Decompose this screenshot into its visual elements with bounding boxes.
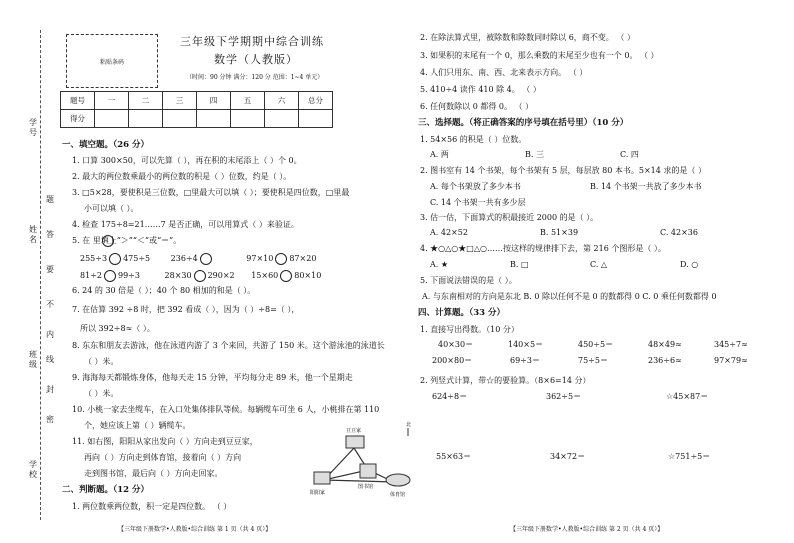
score-cell[interactable] xyxy=(265,110,299,128)
score-cell[interactable] xyxy=(129,110,163,128)
question: 1. 54×56 的积是（ ）位数。 xyxy=(420,135,527,144)
question: 1. 两位数乘两位数，积一定是四位数。 （ ） xyxy=(72,502,232,511)
question: 10. 小桃一家去坐缆车，在入口处集体排队等候。每辆缆车可坐 6 人，小桃排在第 110 xyxy=(72,405,380,414)
calc-item: 624÷8＝ xyxy=(432,392,468,401)
section-true-false: 二、判断题。（12 分） xyxy=(62,485,150,495)
question: 1. 直接写出得数。（10 分） xyxy=(420,325,519,334)
question: （ ）米。 xyxy=(84,389,119,398)
question: （ ）米。 xyxy=(84,357,119,366)
calc-item: ☆751÷5＝ xyxy=(668,452,711,461)
svg-text:阳阳家: 阳阳家 xyxy=(310,490,326,496)
score-header-cell: 五 xyxy=(231,92,265,110)
score-header-cell: 二 xyxy=(129,92,163,110)
option: B. 14 个书架一共放了多少本书 xyxy=(590,182,702,191)
class-label: 班级 xyxy=(29,350,37,369)
calc-item: ☆45×87＝ xyxy=(666,392,709,401)
calc-item: 345÷7≈ xyxy=(714,340,748,349)
question: 1. 口算 300×50，可以先算（ ），再在积的末尾添上（ ）个 0。 xyxy=(72,156,302,165)
question: 4. 人们只用东、南、西、北来表示方向。 （ ） xyxy=(420,68,588,77)
score-cell[interactable] xyxy=(299,110,333,128)
question: 5. 在 里填上“＞”“＜”或“＝”。 xyxy=(72,236,182,245)
question: 3. 估一估，下面算式的积最接近 2000 的是（ ）。 xyxy=(420,213,599,222)
question: 小可以填（ ）。 xyxy=(84,204,139,213)
score-header-cell: 总分 xyxy=(299,92,333,110)
binding-dashed-line xyxy=(40,30,41,520)
student-id-label: 学号 xyxy=(29,118,37,137)
question: 8. 东东和朋友去游泳，他在泳道内游了 3 个来回，共游了 150 米。这个游泳池的泳道长 xyxy=(72,341,385,350)
question: 6. 24 的 30 倍是（ ）；40 个 80 相加的和是（ ）。 xyxy=(72,286,256,295)
calc-item: 40×30＝ xyxy=(438,340,474,349)
question: 3. □5×28，要使积是三位数，□里最大可以填（ ）；要使积是四位数，□里最 xyxy=(72,188,350,197)
section-calculation: 四、计算题。（33 分） xyxy=(418,308,506,318)
page-footer: 【三年级下册数学•人教版•综合训练 第 1 页（共 4 页）】 xyxy=(118,526,272,533)
calc-item: 69÷3＝ xyxy=(510,356,540,365)
option: C. 四 xyxy=(620,150,639,159)
question: 3. 如果积的末尾有一个 0，那么乘数的末尾至少也有一个 0。 （ ） xyxy=(420,51,659,60)
cut-char: 密 xyxy=(46,415,54,424)
question: 2. 在除法算式里，被除数和除数同时除以 6，商不变。 （ ） xyxy=(420,33,635,42)
cut-char: 要 xyxy=(46,265,54,274)
question: 所以 392÷8≈（ ）。 xyxy=(80,324,155,333)
question: 2. 图书室有 14 个书架，每个书架有 5 层，每层放 80 本书。5×14 求的是（ ） xyxy=(420,166,706,175)
option: A. 与东南相对的方向是东北 B. 0 除以任何不是 0 的数都得 0 C. 0 乘任何数都得 0 xyxy=(422,292,717,301)
svg-text:体育馆: 体育馆 xyxy=(390,492,406,498)
direction-map xyxy=(306,418,416,498)
question: 2. 列竖式计算，带☆的要验算。（8×6=14 分） xyxy=(420,376,591,385)
exam-info: （时间：90 分钟 满分：120 分 范围：1~4 单元） xyxy=(186,74,324,81)
question: 走到图书馆，最后向（ ）方向走回家。 xyxy=(84,469,223,478)
score-cell[interactable] xyxy=(163,110,197,128)
circle-icon xyxy=(102,235,114,247)
question: 6. 任何数除以 0 都得 0。 （ ） xyxy=(420,102,534,111)
question: 再向（ ）方向走到体育馆，接着向（ ）方向 xyxy=(84,453,242,462)
question: 7. 在估算 392 ÷8 时，把 392 看成（ ），因为（ ）÷8=（ ）， xyxy=(72,305,300,314)
cut-char: 线 xyxy=(46,355,54,364)
score-cell[interactable] xyxy=(231,110,265,128)
svg-text:豆豆家: 豆豆家 xyxy=(346,428,362,434)
cut-char: 答 xyxy=(46,230,54,239)
exam-title: 三年级下学期期中综合训练 xyxy=(180,35,324,48)
exam-subject: 数学（人教版） xyxy=(214,53,298,66)
option: A. 两 xyxy=(430,150,449,159)
calc-item: 200×80＝ xyxy=(432,356,473,365)
option: A. ★ xyxy=(430,260,449,269)
school-label: 学校 xyxy=(29,460,37,479)
calc-item: 362÷5＝ xyxy=(546,392,582,401)
cut-char: 不 xyxy=(46,300,54,309)
score-table xyxy=(60,91,333,128)
option: B. □ xyxy=(510,260,529,269)
question: 9. 海海每天都锻炼身体，他每天走 15 分钟，平均每分走 89 米，他一个星期走 xyxy=(72,373,353,382)
option: C. △ xyxy=(590,260,608,269)
compare-row: 255÷3 475÷5 236÷4 97×10 87×20 xyxy=(80,254,317,263)
calc-item: 140×5＝ xyxy=(508,340,544,349)
score-header-cell: 三 xyxy=(163,92,197,110)
question: 5. 410÷4 读作 410 除 4。 （ ） xyxy=(420,85,541,94)
calc-item: 75÷5＝ xyxy=(578,356,608,365)
calc-item: 55×63＝ xyxy=(436,452,472,461)
question: 5. 下面说法错误的是（ ）。 xyxy=(420,276,517,285)
question: 2. 最大的两位数乘最小的两位数的积是（ ）位数，约是（ ）。 xyxy=(72,172,292,181)
calc-item: 450÷5＝ xyxy=(578,340,614,349)
score-row-label: 得分 xyxy=(61,110,95,128)
compare-row: 81÷2 99÷3 28×30 290×2 15×60 80×10 xyxy=(80,271,322,280)
score-header-cell: 题号 xyxy=(61,92,95,110)
calc-item: 236÷6≈ xyxy=(648,356,682,365)
section-multiple-choice: 三、选择题。（将正确答案的序号填在括号里）（10 分） xyxy=(418,118,629,128)
calc-item: 34×72＝ xyxy=(550,452,586,461)
option: A. 42×52 xyxy=(430,228,468,237)
barcode-sticker-box: 粘贴条码 xyxy=(66,34,158,88)
option: A. 每个书架放了多少本书 xyxy=(430,182,521,191)
score-header-cell: 四 xyxy=(197,92,231,110)
cut-char: 封 xyxy=(46,385,54,394)
option: B. 三 xyxy=(525,150,544,159)
svg-text:北: 北 xyxy=(406,422,412,428)
score-cell[interactable] xyxy=(197,110,231,128)
option: C. 14 个书架一共有多少层 xyxy=(430,198,526,207)
calc-item: 97×79≈ xyxy=(714,356,748,365)
calc-item: 48×49≈ xyxy=(648,340,682,349)
question: 个，她应该上第（ ）辆缆车。 xyxy=(84,421,191,430)
svg-text:图书馆: 图书馆 xyxy=(358,484,374,490)
cut-char: 题 xyxy=(46,195,54,204)
name-label: 姓名 xyxy=(29,225,37,244)
option: D. ○ xyxy=(680,260,699,269)
question: 4. ★○△○★□△○……按这样的规律排下去，第 216 个图形是（ ）。 xyxy=(420,244,666,253)
score-cell[interactable] xyxy=(95,110,129,128)
page-footer: 【三年级下册数学•人教版•综合训练 第 2 页（共 4 页）】 xyxy=(510,526,664,533)
section-fill-blank: 一、填空题。（26 分） xyxy=(62,140,150,150)
option: C. 42×36 xyxy=(660,228,698,237)
question: 11. 如右图，阳阳从家出发向（ ）方向走到豆豆家， xyxy=(72,437,258,446)
score-header-cell: 一 xyxy=(95,92,129,110)
cut-char: 内 xyxy=(46,330,54,339)
option: B. 51×39 xyxy=(540,228,579,237)
score-header-cell: 六 xyxy=(265,92,299,110)
question: 4. 检查 175÷8=21……7 是否正确，可以用算式（ ）来验证。 xyxy=(72,220,299,229)
